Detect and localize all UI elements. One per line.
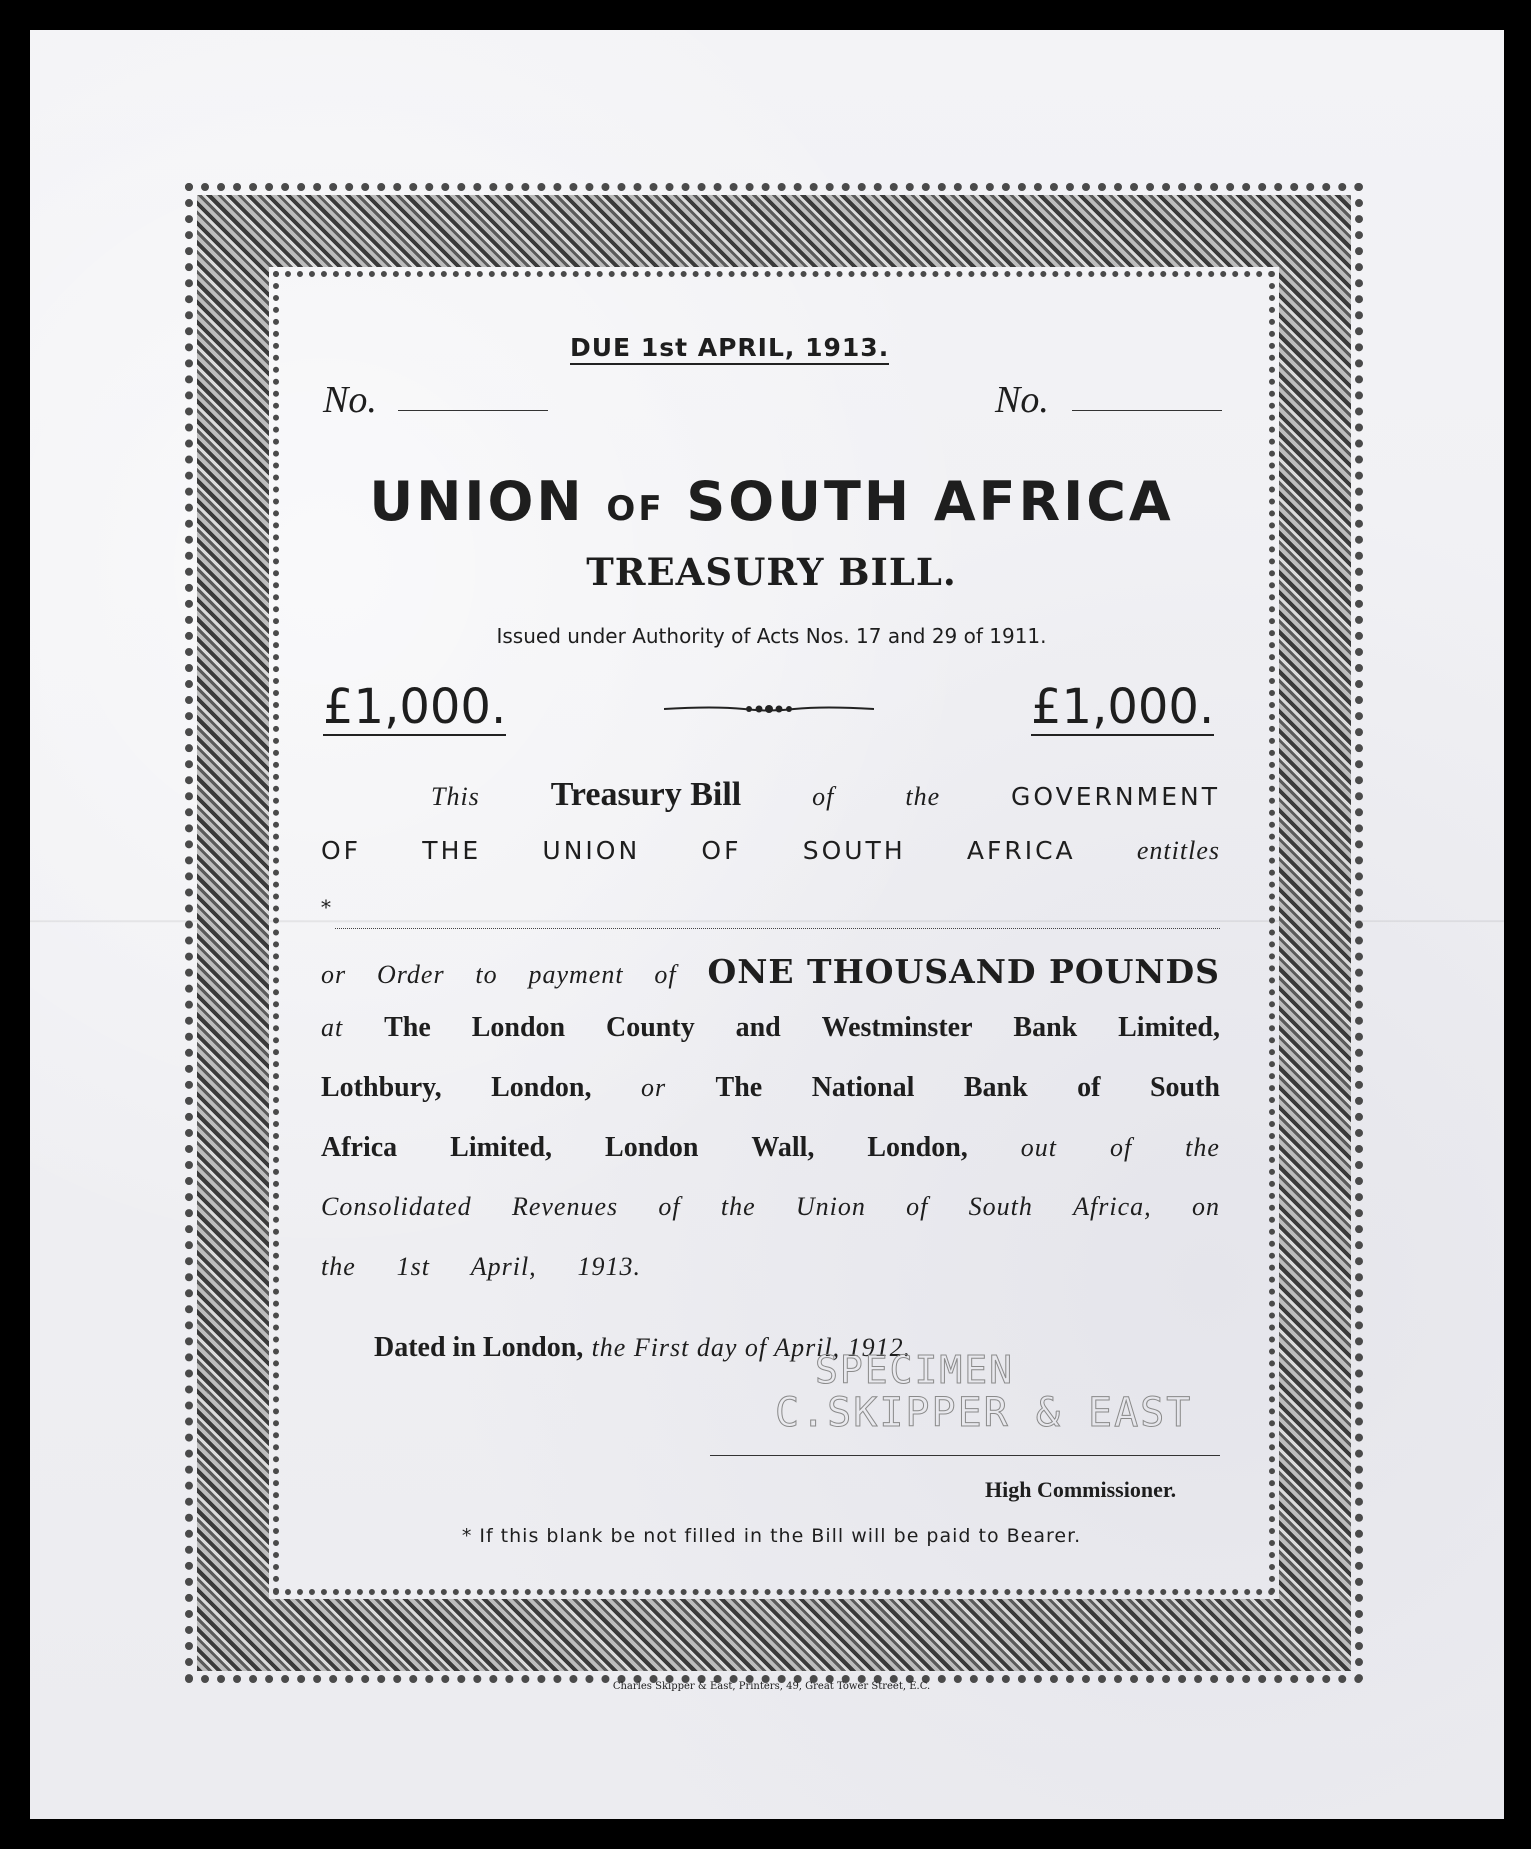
word: Westminster xyxy=(821,1012,973,1043)
ornament-icon xyxy=(664,702,874,716)
word: out xyxy=(1020,1133,1057,1162)
body-line-3 xyxy=(321,952,1220,992)
word: or xyxy=(640,1073,667,1102)
word: on xyxy=(1191,1192,1220,1221)
word: the xyxy=(905,782,941,811)
word: This xyxy=(431,782,480,811)
word: South xyxy=(968,1192,1033,1221)
payee-asterisk: * xyxy=(321,895,331,919)
amount-left: £1,000. xyxy=(323,679,507,735)
specimen-perforation: SPECIMEN xyxy=(815,1348,1015,1392)
word: payment xyxy=(528,960,624,989)
signature-title: High Commissioner. xyxy=(985,1477,1177,1502)
word: OF xyxy=(321,836,362,865)
footnote: * If this blank be not filled in the Bill will be paid to Bearer. xyxy=(461,1525,1082,1547)
word: SOUTH xyxy=(802,836,906,865)
word: Order xyxy=(376,960,445,989)
word: THE xyxy=(422,836,482,865)
serial-number-left-line xyxy=(398,410,548,411)
serial-number-right-line xyxy=(1072,410,1222,411)
printer-imprint: Charles Skipper & East, Printers, 49, Great Tower Street, E.C. xyxy=(612,1681,931,1692)
word: April, xyxy=(470,1252,537,1281)
word: South xyxy=(1149,1072,1220,1103)
word: or xyxy=(321,960,347,989)
signature-line xyxy=(710,1455,1220,1456)
word: Revenues xyxy=(511,1192,619,1221)
word: Consolidated xyxy=(321,1192,472,1221)
word: Limited, xyxy=(450,1132,553,1163)
word: entitles xyxy=(1136,836,1220,865)
body-line-7 xyxy=(321,1192,1220,1232)
word: Union xyxy=(795,1192,866,1221)
word: Bank xyxy=(963,1072,1028,1103)
body-line-2 xyxy=(321,836,1220,876)
word: and xyxy=(735,1012,781,1043)
word: to xyxy=(475,960,498,989)
body-line-1 xyxy=(321,776,1220,816)
word: County xyxy=(606,1012,695,1043)
title-of: OF xyxy=(606,489,665,529)
title-south-africa: SOUTH AFRICA xyxy=(686,470,1174,533)
word: Limited, xyxy=(1118,1012,1220,1043)
serial-number-right-label: No. xyxy=(995,379,1049,421)
word: of xyxy=(812,782,835,811)
word: Bank xyxy=(1013,1012,1078,1043)
word: 1st xyxy=(396,1252,430,1281)
word: AFRICA xyxy=(966,836,1076,865)
word: London, xyxy=(491,1072,592,1103)
word: at xyxy=(321,1013,344,1042)
dated-prefix: Dated in London, xyxy=(374,1332,584,1363)
word: GOVERNMENT xyxy=(1011,782,1220,811)
amount-in-words: ONE THOUSAND POUNDS xyxy=(707,952,1220,991)
due-date: DUE 1st APRIL, 1913. xyxy=(570,333,889,365)
word: London xyxy=(471,1012,566,1043)
document-subtitle: TREASURY BILL. xyxy=(586,550,957,594)
word: London xyxy=(605,1132,699,1163)
document-title xyxy=(323,470,1220,533)
word: Wall, xyxy=(751,1132,815,1163)
body-line-4 xyxy=(321,1012,1220,1052)
body-line-8 xyxy=(321,1252,641,1292)
word: of xyxy=(658,1192,681,1221)
word: of xyxy=(1109,1133,1133,1162)
word: Lothbury, xyxy=(321,1072,442,1103)
authority-line: Issued under Authority of Acts Nos. 17 and 29 of 1911. xyxy=(496,624,1047,648)
word: Africa, xyxy=(1073,1192,1152,1221)
word: Treasury Bill xyxy=(550,776,742,813)
word: of xyxy=(654,960,677,989)
word: the xyxy=(1185,1133,1220,1162)
word: 1913. xyxy=(577,1252,641,1281)
dated-rest: the First day of April, 1912. xyxy=(591,1333,912,1362)
word: The xyxy=(715,1072,763,1103)
word: The xyxy=(384,1012,431,1043)
word: UNION xyxy=(542,836,641,865)
payee-line xyxy=(335,928,1220,929)
word: of xyxy=(1077,1072,1101,1103)
word: the xyxy=(720,1192,756,1221)
printer-perforation: C.SKIPPER & EAST xyxy=(775,1390,1193,1436)
word: of xyxy=(906,1192,929,1221)
body-line-6 xyxy=(321,1132,1220,1172)
word: London, xyxy=(867,1132,968,1163)
word: the xyxy=(321,1252,356,1281)
body-line-5 xyxy=(321,1072,1220,1112)
word: OF xyxy=(701,836,742,865)
word: National xyxy=(811,1072,915,1103)
amount-right: £1,000. xyxy=(1031,679,1215,735)
title-union: UNION xyxy=(369,470,585,533)
serial-number-left-label: No. xyxy=(323,379,377,421)
word: Africa xyxy=(321,1132,398,1163)
